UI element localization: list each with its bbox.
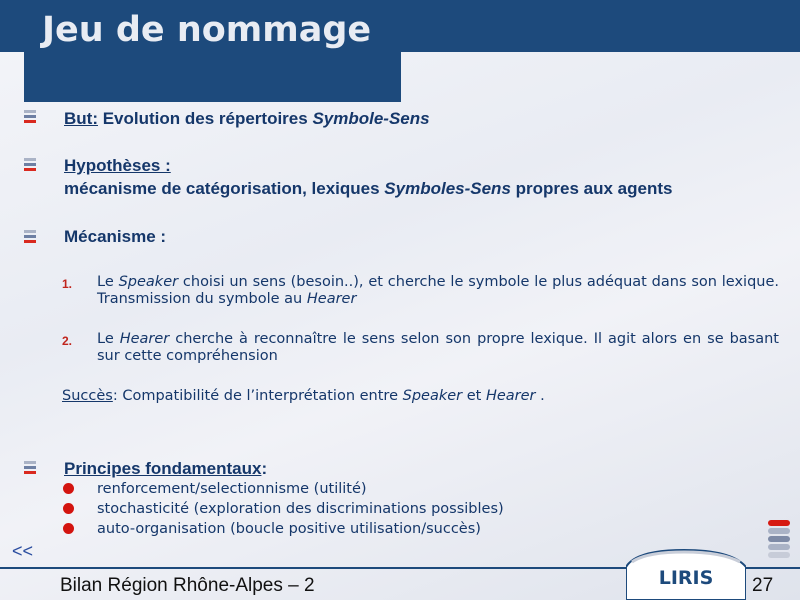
step-text-part: Le: [97, 274, 119, 290]
succes-italic: Speaker: [402, 388, 463, 404]
succes-text: .: [535, 388, 545, 404]
principes-heading: [64, 459, 267, 479]
step-text-part: choisi un sens (besoin..), et cherche le symbole le plus adéquat dans son lexique. Transmission du symbole au: [97, 274, 779, 307]
step-number: 2.: [62, 334, 73, 348]
bullet-dot-icon: [63, 483, 74, 494]
hypotheses-text: [64, 179, 784, 199]
succes-text: : Compatibilité de l’interprétation entre: [112, 388, 403, 404]
slide-title: Jeu de nommage: [42, 10, 372, 50]
principes-colon: :: [261, 459, 268, 478]
succes-text: et: [462, 388, 486, 404]
hypotheses-text-2: propres aux agents: [510, 179, 673, 198]
step-text: [97, 274, 779, 308]
previous-slide-link[interactable]: <<: [12, 541, 34, 561]
bullet-icon: [24, 230, 36, 243]
mecanisme-label: Mécanisme :: [64, 227, 167, 246]
succes-line: [62, 388, 762, 405]
principe-item: stochasticité (exploration des discriminations possibles): [97, 501, 504, 517]
step-number: 1.: [62, 277, 73, 291]
liris-logo: [626, 548, 746, 600]
bullet-icon: [24, 461, 36, 474]
succes-italic: Hearer: [485, 388, 536, 404]
step-text-part: Le: [97, 331, 120, 347]
step-italic: Hearer: [119, 331, 170, 347]
but-label: But:: [64, 109, 98, 128]
page-number: 27: [752, 575, 774, 596]
step-text: [97, 331, 779, 365]
step-italic: Hearer: [306, 291, 357, 307]
bullet-icon: [24, 158, 36, 171]
bullet-dot-icon: [63, 503, 74, 514]
principe-item: auto-organisation (boucle positive utilisation/succès): [97, 521, 481, 537]
but-line: [64, 109, 764, 129]
but-text: Evolution des répertoires: [97, 109, 313, 128]
bullet-icon: [24, 110, 36, 123]
succes-label: Succès: [62, 388, 113, 404]
step-text-part: cherche à reconnaître le sens selon son propre lexique. Il agit alors en se basant sur cette compréhension: [97, 331, 779, 364]
hypotheses-italic: Symboles-Sens: [384, 179, 511, 198]
hypotheses-text-1: mécanisme de catégorisation, lexiques: [64, 179, 385, 198]
principes-label: Principes fondamentaux: [64, 459, 262, 478]
hypotheses-label: Hypothèses :: [64, 156, 171, 175]
step-italic: Speaker: [118, 274, 179, 290]
nav-stack-icon: [768, 520, 790, 562]
bullet-dot-icon: [63, 523, 74, 534]
principe-item: renforcement/selectionnisme (utilité): [97, 481, 367, 497]
liris-logo-text: LIRIS: [658, 567, 714, 589]
footer-text: Bilan Région Rhône-Alpes – 2: [60, 575, 315, 596]
but-italic: Symbole-Sens: [312, 109, 430, 128]
